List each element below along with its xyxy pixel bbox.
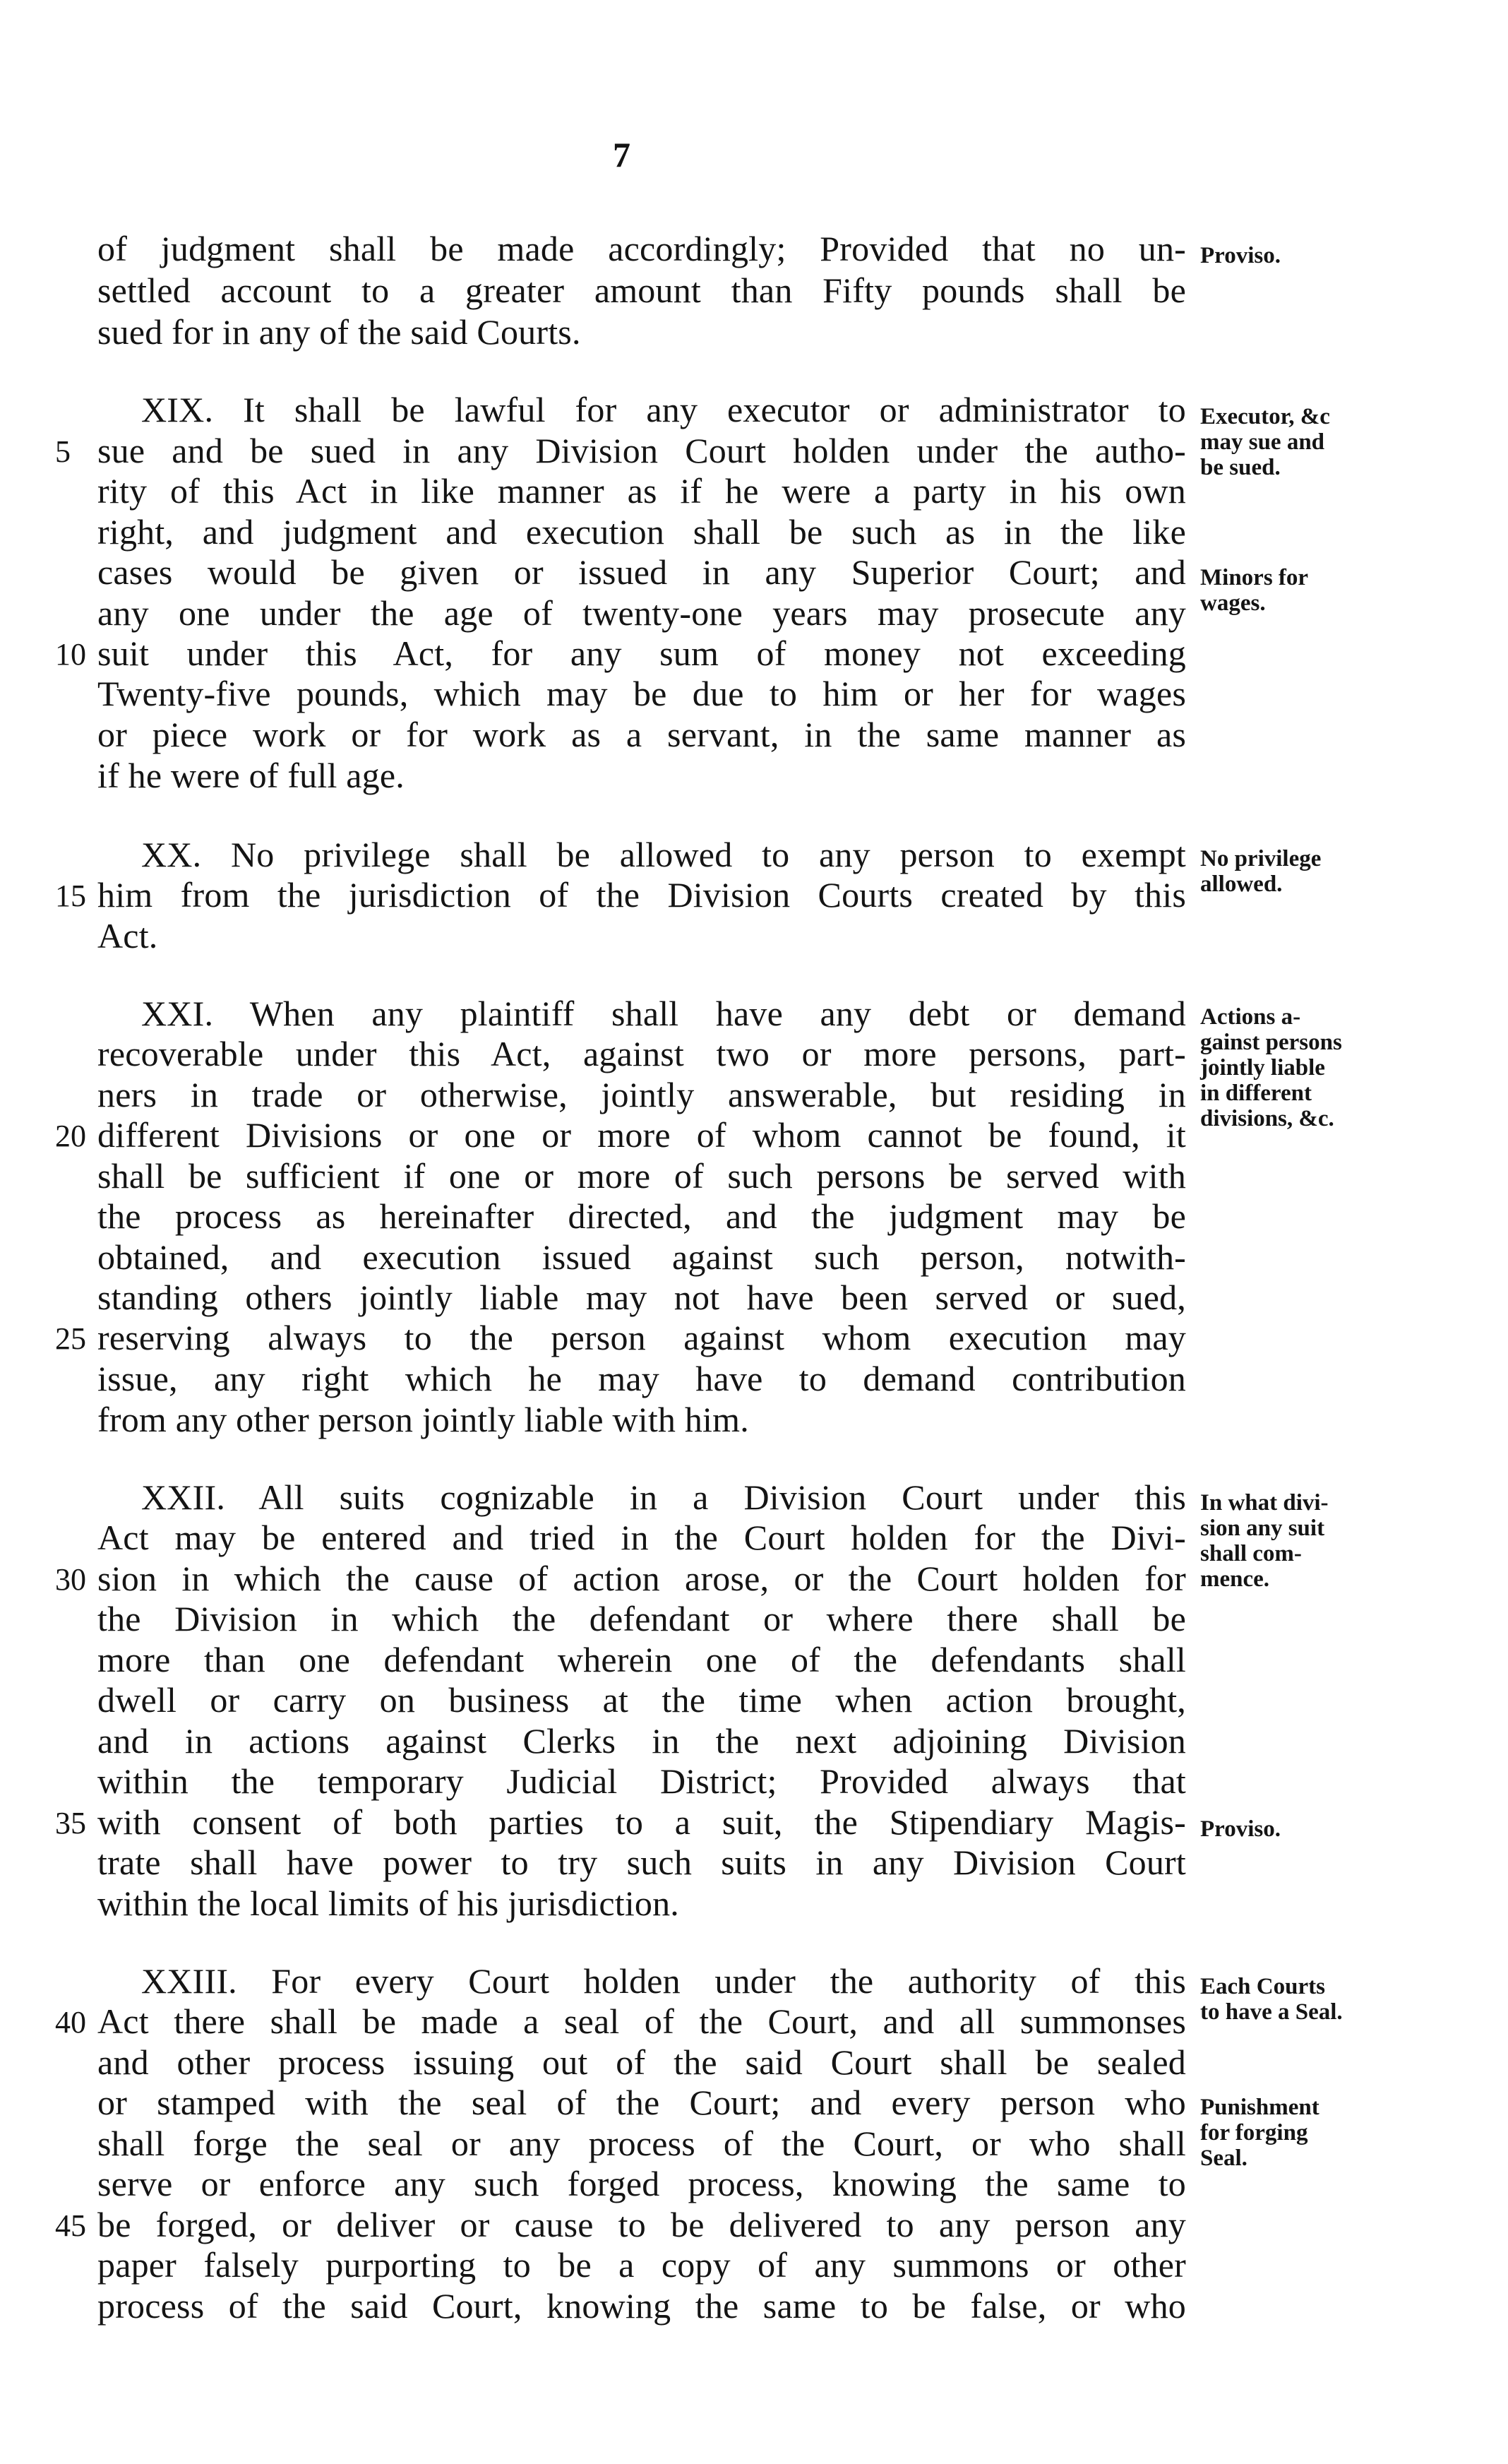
- text-line: if he were of full age.: [97, 756, 405, 795]
- margin-note: [1200, 404, 1412, 480]
- text-line: standing others jointly liable may not have been served or sued,: [97, 1278, 1186, 1317]
- margin-note-line: Minors for: [1200, 565, 1309, 590]
- text-line: recoverable under this Act, against two or more persons, part-: [97, 1034, 1186, 1073]
- text-line: obtained, and execution issued against such person, notwith-: [97, 1237, 1186, 1277]
- text-line: XXII. All suits cognizable in a Division Court under this: [141, 1477, 1186, 1517]
- text-line: cases would be given or issued in any Superior Court; and: [97, 552, 1186, 592]
- text-line: Act may be entered and tried in the Court holden for the Divi-: [97, 1518, 1186, 1557]
- text-line: Act.: [97, 916, 158, 956]
- margin-note-line: sion any suit: [1200, 1516, 1325, 1541]
- line-number: 15: [55, 879, 86, 913]
- line-number: 45: [55, 2208, 86, 2243]
- margin-note-line: jointly liable: [1200, 1055, 1325, 1081]
- margin-note-line: No privilege: [1200, 846, 1322, 871]
- page-number: 7: [613, 135, 630, 174]
- text-line: and other process issuing out of the said Court shall be sealed: [97, 2042, 1186, 2082]
- text-line: trate shall have power to try such suits in any Division Court: [97, 1843, 1186, 1882]
- text-line: XX. No privilege shall be allowed to any person to exempt: [141, 835, 1186, 874]
- margin-note-line: Each Courts: [1200, 1974, 1325, 1999]
- margin-note-line: Seal.: [1200, 2145, 1247, 2171]
- text-line: sued for in any of the said Courts.: [97, 312, 581, 352]
- text-line: within the temporary Judicial District; Provided always that: [97, 1761, 1186, 1801]
- line-number: 20: [55, 1119, 86, 1153]
- text-line: be forged, or deliver or cause to be delivered to any person any: [97, 2205, 1186, 2244]
- margin-note: [1200, 846, 1412, 897]
- text-line: or stamped with the seal of the Court; and every person who: [97, 2083, 1186, 2122]
- margin-note: [1200, 565, 1412, 616]
- text-line: from any other person jointly liable with him.: [97, 1400, 749, 1439]
- margin-note: [1200, 1490, 1412, 1592]
- text-line: of judgment shall be made accordingly; Provided that no un-: [97, 229, 1186, 268]
- text-line: right, and judgment and execution shall be such as in the like: [97, 512, 1186, 552]
- margin-note: [1200, 2095, 1412, 2171]
- margin-note-line: Proviso.: [1200, 243, 1281, 268]
- text-line: more than one defendant wherein one of the defendants shall: [97, 1640, 1186, 1679]
- margin-note: [1200, 243, 1412, 268]
- text-line: or piece work or for work as a servant, in the same manner as: [97, 715, 1186, 754]
- text-line: sion in which the cause of action arose, or the Court holden for: [97, 1559, 1186, 1598]
- line-number: 40: [55, 2005, 86, 2040]
- margin-note-line: for forging: [1200, 2120, 1308, 2145]
- text-line: settled account to a greater amount than Fifty pounds shall be: [97, 270, 1186, 310]
- line-number: 30: [55, 1562, 86, 1597]
- margin-note-line: in different: [1200, 1081, 1312, 1106]
- text-line: process of the said Court, knowing the same to be false, or who: [97, 2286, 1186, 2326]
- text-line: the Division in which the defendant or where there shall be: [97, 1599, 1186, 1638]
- margin-note-line: may sue and: [1200, 429, 1325, 455]
- margin-note-line: shall com-: [1200, 1541, 1302, 1566]
- margin-note-line: Punishment: [1200, 2095, 1320, 2120]
- margin-note-line: to have a Seal.: [1200, 1999, 1343, 2025]
- margin-note-line: mence.: [1200, 1566, 1270, 1592]
- text-line: Twenty-five pounds, which may be due to him or her for wages: [97, 674, 1186, 713]
- text-line: reserving always to the person against whom execution may: [97, 1318, 1186, 1357]
- margin-note-line: Executor, &c: [1200, 404, 1330, 429]
- text-line: different Divisions or one or more of whom cannot be found, it: [97, 1115, 1186, 1155]
- margin-note-line: Proviso.: [1200, 1816, 1281, 1842]
- margin-note: [1200, 1004, 1412, 1131]
- text-line: within the local limits of his jurisdiction.: [97, 1883, 680, 1923]
- text-line: issue, any right which he may have to demand contribution: [97, 1359, 1186, 1398]
- text-line: suit under this Act, for any sum of money not exceeding: [97, 633, 1186, 673]
- text-line: with consent of both parties to a suit, the Stipendiary Magis-: [97, 1802, 1186, 1842]
- text-line: the process as hereinafter directed, and the judgment may be: [97, 1196, 1186, 1236]
- margin-note: [1200, 1816, 1412, 1842]
- margin-note-line: wages.: [1200, 590, 1266, 616]
- line-number: 35: [55, 1806, 86, 1840]
- text-line: serve or enforce any such forged process, knowing the same to: [97, 2164, 1186, 2203]
- margin-note-line: be sued.: [1200, 455, 1281, 480]
- margin-note-line: divisions, &c.: [1200, 1106, 1334, 1131]
- text-line: XIX. It shall be lawful for any executor or administrator to: [141, 390, 1186, 429]
- text-line: shall forge the seal or any process of the Court, or who shall: [97, 2124, 1186, 2163]
- margin-note-line: gainst persons: [1200, 1030, 1342, 1055]
- text-line: Act there shall be made a seal of the Court, and all summonses: [97, 2001, 1186, 2041]
- text-line: shall be sufficient if one or more of such persons be served with: [97, 1156, 1186, 1196]
- margin-note-line: allowed.: [1200, 871, 1283, 897]
- line-number: 25: [55, 1321, 86, 1356]
- text-line: XXI. When any plaintiff shall have any debt or demand: [141, 994, 1186, 1033]
- text-line: and in actions against Clerks in the next adjoining Division: [97, 1721, 1186, 1761]
- margin-note-line: Actions a-: [1200, 1004, 1301, 1030]
- line-number: 10: [55, 637, 86, 672]
- margin-note: [1200, 1974, 1412, 2025]
- text-line: any one under the age of twenty-one years may prosecute any: [97, 593, 1186, 633]
- text-line: him from the jurisdiction of the Division Courts created by this: [97, 875, 1186, 915]
- line-number: 5: [55, 434, 71, 469]
- text-line: dwell or carry on business at the time when action brought,: [97, 1680, 1186, 1720]
- text-line: ners in trade or otherwise, jointly answerable, but residing in: [97, 1075, 1186, 1114]
- text-line: sue and be sued in any Division Court holden under the autho-: [97, 431, 1186, 470]
- text-line: XXIII. For every Court holden under the authority of this: [141, 1961, 1186, 2001]
- margin-note-line: In what divi-: [1200, 1490, 1329, 1516]
- text-line: paper falsely purporting to be a copy of any summons or other: [97, 2245, 1186, 2285]
- text-line: rity of this Act in like manner as if he were a party in his own: [97, 471, 1186, 511]
